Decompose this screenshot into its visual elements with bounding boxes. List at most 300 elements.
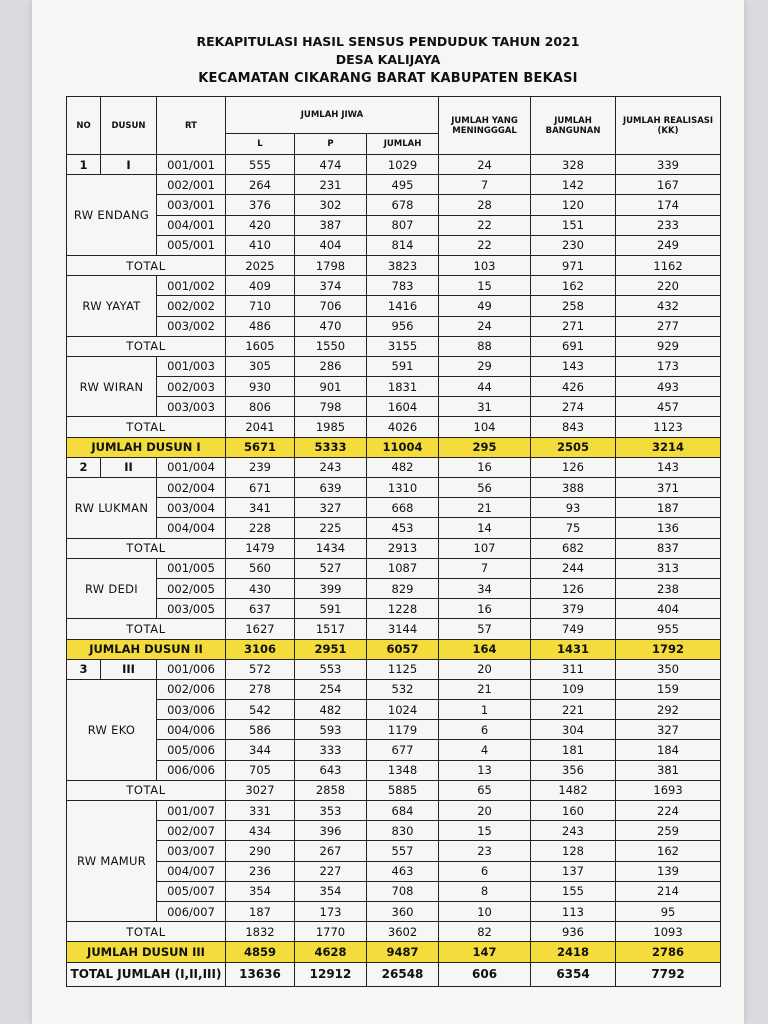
value-cell: 901 (295, 377, 367, 397)
document-page (32, 0, 744, 1024)
value-cell: 238 (616, 578, 721, 598)
value-cell: 220 (616, 276, 721, 296)
total-value-cell: 2913 (367, 538, 439, 558)
value-cell: 344 (226, 740, 295, 760)
summary-value-cell: 5671 (226, 437, 295, 457)
total-value-cell: 1832 (226, 922, 295, 942)
rw-total-label: TOTAL (67, 619, 226, 639)
value-cell: 181 (531, 740, 616, 760)
value-cell: 187 (616, 498, 721, 518)
total-value-cell: 57 (439, 619, 531, 639)
value-cell: 671 (226, 478, 295, 498)
value-cell: 388 (531, 478, 616, 498)
grand-total-value-cell: 12912 (295, 962, 367, 986)
summary-value-cell: 2505 (531, 437, 616, 457)
value-cell: 23 (439, 841, 531, 861)
summary-value-cell: 2786 (616, 942, 721, 962)
rt-cell: 006/006 (157, 760, 226, 780)
value-cell: 434 (226, 821, 295, 841)
total-value-cell: 88 (439, 336, 531, 356)
value-cell: 798 (295, 397, 367, 417)
rw-total-row (67, 780, 721, 800)
rt-cell: 001/001 (157, 155, 226, 175)
summary-value-cell: 4628 (295, 942, 367, 962)
value-cell: 214 (616, 881, 721, 901)
total-value-cell: 682 (531, 538, 616, 558)
summary-value-cell: 1431 (531, 639, 616, 659)
value-cell: 239 (226, 457, 295, 477)
dusun-summary-row (67, 639, 721, 659)
value-cell: 143 (531, 356, 616, 376)
table-row (67, 457, 721, 477)
dusun-summary-row (67, 437, 721, 457)
value-cell: 160 (531, 801, 616, 821)
rt-cell: 005/007 (157, 881, 226, 901)
grand-total-label: TOTAL JUMLAH (I,II,III) (67, 962, 226, 986)
value-cell: 259 (616, 821, 721, 841)
value-cell: 230 (531, 235, 616, 255)
value-cell: 126 (531, 578, 616, 598)
value-cell: 593 (295, 720, 367, 740)
document-subtitle-district: KECAMATAN CIKARANG BARAT KABUPATEN BEKASI (198, 71, 578, 86)
value-cell: 677 (367, 740, 439, 760)
rw-name-cell: RW LUKMAN (67, 478, 157, 539)
table-row (67, 377, 721, 397)
summary-value-cell: 4859 (226, 942, 295, 962)
dusun-number-cell: 2 (67, 457, 101, 477)
value-cell: 15 (439, 821, 531, 841)
value-cell: 93 (531, 498, 616, 518)
table-row (67, 397, 721, 417)
header-meninggal: JUMLAH YANG MENINGGGAL (439, 97, 531, 155)
total-value-cell: 955 (616, 619, 721, 639)
total-value-cell: 936 (531, 922, 616, 942)
dusun-number-cell: 1 (67, 155, 101, 175)
value-cell: 162 (531, 276, 616, 296)
dusun-name-cell: II (101, 457, 157, 477)
table-header-row (67, 97, 721, 134)
dusun-summary-row (67, 942, 721, 962)
total-value-cell: 104 (439, 417, 531, 437)
table-row (67, 801, 721, 821)
value-cell: 396 (295, 821, 367, 841)
total-value-cell: 103 (439, 255, 531, 275)
value-cell: 6 (439, 720, 531, 740)
value-cell: 814 (367, 235, 439, 255)
value-cell: 311 (531, 659, 616, 679)
value-cell: 277 (616, 316, 721, 336)
value-cell: 1416 (367, 296, 439, 316)
value-cell: 31 (439, 397, 531, 417)
value-cell: 710 (226, 296, 295, 316)
value-cell: 49 (439, 296, 531, 316)
value-cell: 24 (439, 155, 531, 175)
value-cell: 463 (367, 861, 439, 881)
value-cell: 783 (367, 276, 439, 296)
total-value-cell: 1605 (226, 336, 295, 356)
rw-total-row (67, 922, 721, 942)
value-cell: 228 (226, 518, 295, 538)
table-row (67, 195, 721, 215)
rw-name-cell: RW ENDANG (67, 175, 157, 256)
rw-total-row (67, 255, 721, 275)
header-rt: RT (157, 97, 226, 155)
table-row (67, 599, 721, 619)
value-cell: 470 (295, 316, 367, 336)
value-cell: 16 (439, 457, 531, 477)
value-cell: 20 (439, 801, 531, 821)
census-table (66, 96, 721, 987)
rt-cell: 005/006 (157, 740, 226, 760)
value-cell: 15 (439, 276, 531, 296)
total-value-cell: 1627 (226, 619, 295, 639)
rt-cell: 006/007 (157, 901, 226, 921)
rt-cell: 002/005 (157, 578, 226, 598)
value-cell: 381 (616, 760, 721, 780)
table-body (67, 155, 721, 987)
summary-value-cell: 9487 (367, 942, 439, 962)
total-value-cell: 1798 (295, 255, 367, 275)
value-cell: 572 (226, 659, 295, 679)
rt-cell: 002/006 (157, 679, 226, 699)
value-cell: 706 (295, 296, 367, 316)
value-cell: 339 (616, 155, 721, 175)
value-cell: 1024 (367, 700, 439, 720)
value-cell: 8 (439, 881, 531, 901)
value-cell: 371 (616, 478, 721, 498)
value-cell: 7 (439, 558, 531, 578)
total-value-cell: 1479 (226, 538, 295, 558)
value-cell: 22 (439, 215, 531, 235)
value-cell: 409 (226, 276, 295, 296)
total-value-cell: 929 (616, 336, 721, 356)
value-cell: 243 (531, 821, 616, 841)
header-jumlah: JUMLAH (367, 134, 439, 155)
rw-total-label: TOTAL (67, 336, 226, 356)
table-row (67, 700, 721, 720)
value-cell: 354 (226, 881, 295, 901)
total-value-cell: 107 (439, 538, 531, 558)
value-cell: 21 (439, 498, 531, 518)
value-cell: 21 (439, 679, 531, 699)
value-cell: 453 (367, 518, 439, 538)
value-cell: 1831 (367, 377, 439, 397)
rw-name-cell: RW YAYAT (67, 276, 157, 337)
value-cell: 143 (616, 457, 721, 477)
value-cell: 274 (531, 397, 616, 417)
value-cell: 249 (616, 235, 721, 255)
grand-total-value-cell: 13636 (226, 962, 295, 986)
summary-value-cell: 5333 (295, 437, 367, 457)
table-row (67, 881, 721, 901)
value-cell: 376 (226, 195, 295, 215)
rt-cell: 002/007 (157, 821, 226, 841)
header-no: NO (67, 97, 101, 155)
value-cell: 432 (616, 296, 721, 316)
total-value-cell: 1985 (295, 417, 367, 437)
rt-cell: 003/004 (157, 498, 226, 518)
total-value-cell: 3155 (367, 336, 439, 356)
total-value-cell: 1517 (295, 619, 367, 639)
value-cell: 271 (531, 316, 616, 336)
total-value-cell: 843 (531, 417, 616, 437)
value-cell: 341 (226, 498, 295, 518)
rw-total-label: TOTAL (67, 922, 226, 942)
table-row (67, 316, 721, 336)
total-value-cell: 3823 (367, 255, 439, 275)
value-cell: 639 (295, 478, 367, 498)
value-cell: 10 (439, 901, 531, 921)
value-cell: 807 (367, 215, 439, 235)
value-cell: 159 (616, 679, 721, 699)
rt-cell: 003/007 (157, 841, 226, 861)
value-cell: 553 (295, 659, 367, 679)
total-value-cell: 65 (439, 780, 531, 800)
dusun-name-cell: III (101, 659, 157, 679)
value-cell: 233 (616, 215, 721, 235)
rt-cell: 001/004 (157, 457, 226, 477)
rt-cell: 002/002 (157, 296, 226, 316)
value-cell: 224 (616, 801, 721, 821)
table-row (67, 518, 721, 538)
total-value-cell: 3027 (226, 780, 295, 800)
value-cell: 137 (531, 861, 616, 881)
summary-value-cell: 147 (439, 942, 531, 962)
rt-cell: 005/001 (157, 235, 226, 255)
total-value-cell: 749 (531, 619, 616, 639)
value-cell: 420 (226, 215, 295, 235)
value-cell: 350 (616, 659, 721, 679)
table-row (67, 740, 721, 760)
total-value-cell: 4026 (367, 417, 439, 437)
header-bangunan: JUMLAH BANGUNAN (531, 97, 616, 155)
summary-value-cell: 3214 (616, 437, 721, 457)
value-cell: 353 (295, 801, 367, 821)
value-cell: 327 (616, 720, 721, 740)
value-cell: 1029 (367, 155, 439, 175)
value-cell: 482 (367, 457, 439, 477)
rt-cell: 004/007 (157, 861, 226, 881)
value-cell: 292 (616, 700, 721, 720)
value-cell: 1348 (367, 760, 439, 780)
total-value-cell: 2041 (226, 417, 295, 437)
value-cell: 1087 (367, 558, 439, 578)
rw-total-row (67, 336, 721, 356)
value-cell: 28 (439, 195, 531, 215)
value-cell: 4 (439, 740, 531, 760)
rw-total-label: TOTAL (67, 780, 226, 800)
value-cell: 187 (226, 901, 295, 921)
summary-value-cell: 6057 (367, 639, 439, 659)
summary-value-cell: 11004 (367, 437, 439, 457)
rw-total-label: TOTAL (67, 255, 226, 275)
value-cell: 1179 (367, 720, 439, 740)
value-cell: 387 (295, 215, 367, 235)
value-cell: 286 (295, 356, 367, 376)
summary-value-cell: 3106 (226, 639, 295, 659)
value-cell: 591 (367, 356, 439, 376)
value-cell: 174 (616, 195, 721, 215)
value-cell: 830 (367, 821, 439, 841)
value-cell: 328 (531, 155, 616, 175)
rw-total-label: TOTAL (67, 538, 226, 558)
rw-name-cell: RW DEDI (67, 558, 157, 619)
rt-cell: 003/005 (157, 599, 226, 619)
summary-value-cell: 2418 (531, 942, 616, 962)
value-cell: 327 (295, 498, 367, 518)
rw-total-row (67, 619, 721, 639)
total-value-cell: 691 (531, 336, 616, 356)
total-value-cell: 2858 (295, 780, 367, 800)
value-cell: 457 (616, 397, 721, 417)
dusun-summary-label: JUMLAH DUSUN I (67, 437, 226, 457)
value-cell: 555 (226, 155, 295, 175)
value-cell: 829 (367, 578, 439, 598)
rt-cell: 001/006 (157, 659, 226, 679)
dusun-name-cell: I (101, 155, 157, 175)
total-value-cell: 971 (531, 255, 616, 275)
value-cell: 560 (226, 558, 295, 578)
value-cell: 684 (367, 801, 439, 821)
table-row (67, 720, 721, 740)
grand-total-value-cell: 606 (439, 962, 531, 986)
table-row (67, 841, 721, 861)
value-cell: 956 (367, 316, 439, 336)
summary-value-cell: 2951 (295, 639, 367, 659)
header-p: P (295, 134, 367, 155)
value-cell: 227 (295, 861, 367, 881)
rt-cell: 003/006 (157, 700, 226, 720)
value-cell: 930 (226, 377, 295, 397)
value-cell: 16 (439, 599, 531, 619)
rt-cell: 001/005 (157, 558, 226, 578)
rt-cell: 004/001 (157, 215, 226, 235)
value-cell: 1 (439, 700, 531, 720)
value-cell: 225 (295, 518, 367, 538)
value-cell: 304 (531, 720, 616, 740)
value-cell: 243 (295, 457, 367, 477)
table-row (67, 498, 721, 518)
value-cell: 643 (295, 760, 367, 780)
value-cell: 7 (439, 175, 531, 195)
total-value-cell: 1482 (531, 780, 616, 800)
value-cell: 430 (226, 578, 295, 598)
value-cell: 374 (295, 276, 367, 296)
value-cell: 399 (295, 578, 367, 598)
value-cell: 379 (531, 599, 616, 619)
total-value-cell: 1550 (295, 336, 367, 356)
rt-cell: 001/002 (157, 276, 226, 296)
table-row (67, 356, 721, 376)
rt-cell: 004/006 (157, 720, 226, 740)
value-cell: 495 (367, 175, 439, 195)
rt-cell: 002/001 (157, 175, 226, 195)
grand-total-value-cell: 6354 (531, 962, 616, 986)
value-cell: 128 (531, 841, 616, 861)
dusun-number-cell: 3 (67, 659, 101, 679)
value-cell: 313 (616, 558, 721, 578)
grand-total-value-cell: 26548 (367, 962, 439, 986)
table-row (67, 901, 721, 921)
value-cell: 236 (226, 861, 295, 881)
value-cell: 44 (439, 377, 531, 397)
value-cell: 264 (226, 175, 295, 195)
value-cell: 173 (295, 901, 367, 921)
value-cell: 162 (616, 841, 721, 861)
total-value-cell: 1434 (295, 538, 367, 558)
table-row (67, 558, 721, 578)
table-row (67, 235, 721, 255)
value-cell: 404 (616, 599, 721, 619)
rt-cell: 001/007 (157, 801, 226, 821)
table-row (67, 296, 721, 316)
value-cell: 20 (439, 659, 531, 679)
value-cell: 637 (226, 599, 295, 619)
value-cell: 668 (367, 498, 439, 518)
table-row (67, 578, 721, 598)
value-cell: 1228 (367, 599, 439, 619)
table-row (67, 821, 721, 841)
rt-cell: 002/004 (157, 478, 226, 498)
table-row (67, 276, 721, 296)
value-cell: 56 (439, 478, 531, 498)
rt-cell: 003/002 (157, 316, 226, 336)
value-cell: 126 (531, 457, 616, 477)
total-value-cell: 82 (439, 922, 531, 942)
value-cell: 705 (226, 760, 295, 780)
value-cell: 678 (367, 195, 439, 215)
value-cell: 591 (295, 599, 367, 619)
value-cell: 155 (531, 881, 616, 901)
total-value-cell: 1770 (295, 922, 367, 942)
value-cell: 151 (531, 215, 616, 235)
value-cell: 6 (439, 861, 531, 881)
value-cell: 331 (226, 801, 295, 821)
value-cell: 29 (439, 356, 531, 376)
value-cell: 354 (295, 881, 367, 901)
grand-total-value-cell: 7792 (616, 962, 721, 986)
header-realisasi: JUMLAH REALISASI (KK) (616, 97, 721, 155)
table-row (67, 155, 721, 175)
value-cell: 557 (367, 841, 439, 861)
total-value-cell: 3144 (367, 619, 439, 639)
rw-name-cell: RW WIRAN (67, 356, 157, 417)
value-cell: 278 (226, 679, 295, 699)
header-dusun: DUSUN (101, 97, 157, 155)
rw-total-label: TOTAL (67, 417, 226, 437)
rt-cell: 001/003 (157, 356, 226, 376)
value-cell: 426 (531, 377, 616, 397)
total-value-cell: 1123 (616, 417, 721, 437)
value-cell: 708 (367, 881, 439, 901)
total-value-cell: 837 (616, 538, 721, 558)
rw-total-row (67, 538, 721, 558)
total-value-cell: 5885 (367, 780, 439, 800)
rt-cell: 004/004 (157, 518, 226, 538)
total-value-cell: 1162 (616, 255, 721, 275)
dusun-summary-label: JUMLAH DUSUN II (67, 639, 226, 659)
value-cell: 221 (531, 700, 616, 720)
total-value-cell: 1693 (616, 780, 721, 800)
grand-total-row (67, 962, 721, 986)
value-cell: 356 (531, 760, 616, 780)
value-cell: 13 (439, 760, 531, 780)
value-cell: 258 (531, 296, 616, 316)
document-subtitle-village: DESA KALIJAYA (335, 52, 441, 67)
value-cell: 493 (616, 377, 721, 397)
value-cell: 22 (439, 235, 531, 255)
value-cell: 184 (616, 740, 721, 760)
